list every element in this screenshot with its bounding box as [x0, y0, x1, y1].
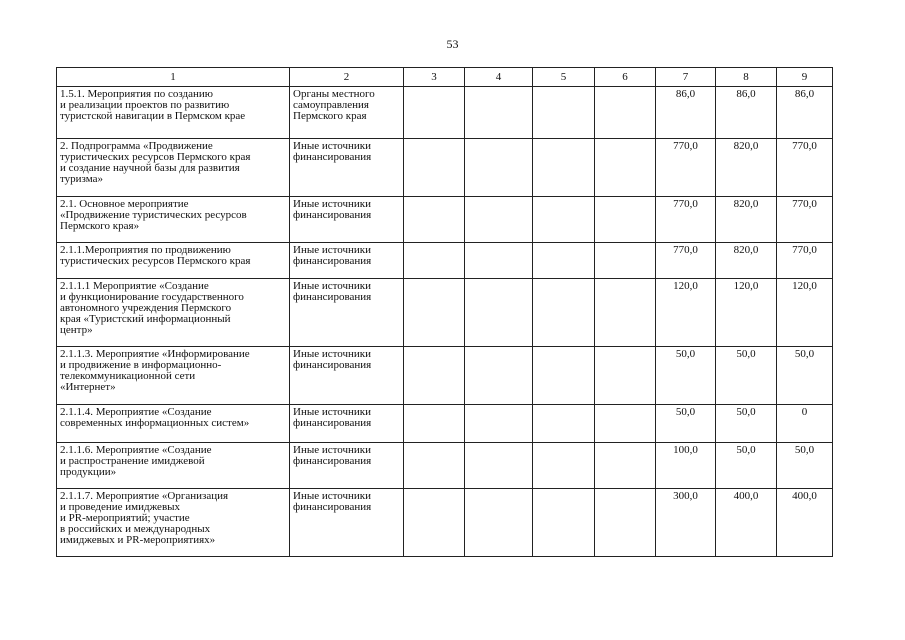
value-cell: 820,0	[716, 243, 777, 279]
value-cell: 120,0	[656, 279, 716, 347]
value-cell: 50,0	[716, 405, 777, 443]
column-header: 4	[465, 68, 533, 87]
value-cell	[533, 405, 595, 443]
header-row	[57, 68, 833, 87]
value-cell	[533, 197, 595, 243]
value-cell: 100,0	[656, 443, 716, 489]
funding-source-cell: Иные источники финансирования	[290, 489, 404, 557]
table-row	[57, 197, 833, 243]
activity-name-cell: 2.1. Основное мероприятие «Продвижение туристических ресурсов Пермского края»	[57, 197, 290, 243]
value-cell	[595, 87, 656, 139]
value-cell: 820,0	[716, 197, 777, 243]
value-cell: 86,0	[777, 87, 833, 139]
activity-name-cell: 2.1.1.4. Мероприятие «Создание современных информационных систем»	[57, 405, 290, 443]
table-row	[57, 279, 833, 347]
value-cell	[595, 405, 656, 443]
column-header: 1	[57, 68, 290, 87]
value-cell: 86,0	[656, 87, 716, 139]
funding-source-cell: Иные источники финансирования	[290, 139, 404, 197]
value-cell	[465, 87, 533, 139]
value-cell	[595, 197, 656, 243]
value-cell: 50,0	[656, 347, 716, 405]
value-cell	[404, 405, 465, 443]
value-cell: 770,0	[777, 243, 833, 279]
funding-source-cell: Иные источники финансирования	[290, 443, 404, 489]
value-cell: 770,0	[656, 243, 716, 279]
page-number: 53	[446, 37, 459, 51]
value-cell	[533, 347, 595, 405]
value-cell: 400,0	[777, 489, 833, 557]
funding-source-cell: Органы местного самоуправления Пермского края	[290, 87, 404, 139]
table-row	[57, 489, 833, 557]
value-cell	[404, 197, 465, 243]
value-cell	[595, 243, 656, 279]
value-cell	[465, 347, 533, 405]
value-cell: 770,0	[777, 197, 833, 243]
value-cell	[465, 243, 533, 279]
value-cell: 770,0	[656, 197, 716, 243]
activity-name-cell: 1.5.1. Мероприятия по созданию и реализации проектов по развитию туристской навигации в Пермском крае	[57, 87, 290, 139]
value-cell: 120,0	[716, 279, 777, 347]
column-header: 9	[777, 68, 833, 87]
funding-source-cell: Иные источники финансирования	[290, 405, 404, 443]
value-cell	[595, 443, 656, 489]
value-cell: 400,0	[716, 489, 777, 557]
value-cell	[404, 243, 465, 279]
value-cell	[404, 87, 465, 139]
value-cell	[595, 489, 656, 557]
activity-name-cell: 2.1.1.6. Мероприятие «Создание и распространение имиджевой продукции»	[57, 443, 290, 489]
value-cell	[595, 139, 656, 197]
table-row	[57, 243, 833, 279]
value-cell	[465, 489, 533, 557]
value-cell	[533, 139, 595, 197]
value-cell: 820,0	[716, 139, 777, 197]
value-cell: 770,0	[777, 139, 833, 197]
value-cell	[595, 347, 656, 405]
value-cell	[465, 443, 533, 489]
value-cell: 300,0	[656, 489, 716, 557]
value-cell	[465, 279, 533, 347]
table-row	[57, 347, 833, 405]
activity-name-cell: 2. Подпрограмма «Продвижение туристических ресурсов Пермского края и создание научной базы для развития туризма»	[57, 139, 290, 197]
column-header: 8	[716, 68, 777, 87]
value-cell: 770,0	[656, 139, 716, 197]
column-header: 6	[595, 68, 656, 87]
value-cell	[404, 443, 465, 489]
value-cell: 50,0	[716, 443, 777, 489]
value-cell	[465, 139, 533, 197]
value-cell: 50,0	[716, 347, 777, 405]
value-cell: 50,0	[656, 405, 716, 443]
funding-source-cell: Иные источники финансирования	[290, 347, 404, 405]
table-row	[57, 405, 833, 443]
funding-source-cell: Иные источники финансирования	[290, 197, 404, 243]
value-cell	[595, 279, 656, 347]
budget-table	[56, 67, 833, 557]
value-cell	[404, 347, 465, 405]
value-cell	[533, 443, 595, 489]
activity-name-cell: 2.1.1.1 Мероприятие «Создание и функционирование государственного автономного учреждения Пермского края «Туристский информационный центр»	[57, 279, 290, 347]
value-cell: 50,0	[777, 347, 833, 405]
value-cell: 0	[777, 405, 833, 443]
funding-source-cell: Иные источники финансирования	[290, 243, 404, 279]
value-cell: 50,0	[777, 443, 833, 489]
value-cell	[404, 279, 465, 347]
table-row	[57, 139, 833, 197]
value-cell	[404, 489, 465, 557]
value-cell	[533, 279, 595, 347]
value-cell	[465, 405, 533, 443]
value-cell: 86,0	[716, 87, 777, 139]
value-cell	[404, 139, 465, 197]
value-cell	[465, 197, 533, 243]
table-row	[57, 443, 833, 489]
activity-name-cell: 2.1.1.3. Мероприятие «Информирование и продвижение в информационно- телекоммуникационной сети «Интернет»	[57, 347, 290, 405]
column-header: 5	[533, 68, 595, 87]
column-header: 7	[656, 68, 716, 87]
funding-source-cell: Иные источники финансирования	[290, 279, 404, 347]
column-header: 2	[290, 68, 404, 87]
value-cell: 120,0	[777, 279, 833, 347]
activity-name-cell: 2.1.1.7. Мероприятие «Организация и проведение имиджевых и PR-мероприятий; участие в российских и международных имиджевых и PR-мероприятиях»	[57, 489, 290, 557]
value-cell	[533, 87, 595, 139]
value-cell	[533, 489, 595, 557]
table-row	[57, 87, 833, 139]
activity-name-cell: 2.1.1.Мероприятия по продвижению туристических ресурсов Пермского края	[57, 243, 290, 279]
value-cell	[533, 243, 595, 279]
column-header: 3	[404, 68, 465, 87]
